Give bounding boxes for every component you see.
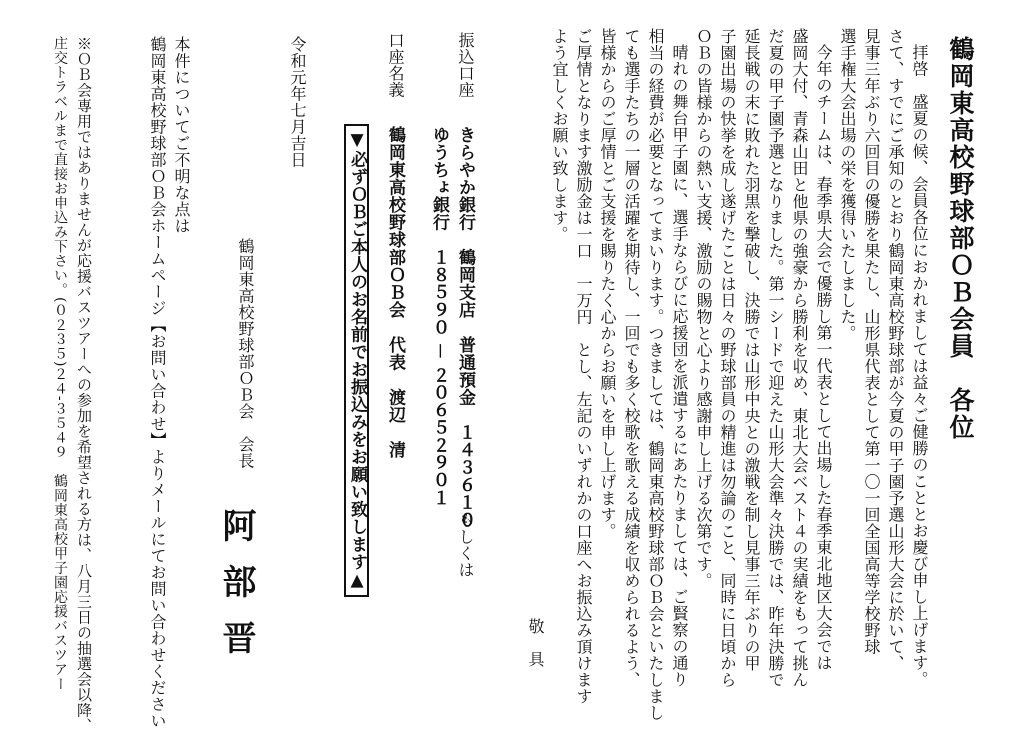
bus-tour-contact: 庄交トラベルまで直接お申込み下さい。(０２３５)２４-３５４９ 鶴岡東高校甲子園応援バスツアー — [52, 36, 68, 692]
signature: 阿部晋 — [216, 508, 256, 676]
letter-date: 令和元年七月吉日 — [288, 36, 307, 168]
body-line: ても選手たちの一層の活躍を期待し、一回でも多く校歌を歌える成績を収められるよう、 — [622, 28, 641, 688]
letter-title: 鶴岡東高校野球部ＯＢ会員 各位 — [946, 36, 975, 441]
body-line: 皆様からのご厚情とご支援を賜りたく心からお願いを申し上げます。 — [598, 28, 617, 540]
bank-yucho: ゆうちょ銀行 １８５９０ － ２０６５２９０１ — [429, 126, 449, 507]
bus-tour-note: ※ＯＢ会専用ではありませんが応援バスツアーへの参加を希望される方は、八月三日の抽選会以降、 — [75, 36, 93, 734]
body-line: 拝啓 盛夏の候、会員各位におかれましては益々ご健勝のこととお慶び申し上げます。 — [910, 44, 929, 688]
body-line: ご厚情となります激励金は一口 一万円 とし、左記のいずれかの口座へお振込み頂けます — [574, 28, 593, 705]
furikomi-label: 振込口座 — [456, 32, 475, 98]
body-line: 見事三年ぶり六回目の優勝を果たし、山形県代表として第一〇一回全国高等学校野球 — [862, 28, 881, 655]
body-line: 延長戦の末に敗れた羽黒を撃破し、決勝では山形中央との激戦を制し見事三年ぶりの甲 — [742, 28, 761, 672]
or-text: もしくは — [456, 512, 475, 578]
inquiry-homepage: 鶴岡東高校野球部ＯＢ会ホームページ【お問い合わせ】よりメールにてお問い合わせください — [148, 36, 167, 729]
body-line: よう宜しくお願い致します。 — [550, 28, 569, 243]
body-line: さて、すでにご承知のとおり鶴岡東高校野球部が今夏の甲子園予選山形大会に於いて、 — [886, 28, 905, 672]
body-line: 盛岡大付、青森山田と他県の強豪から勝利を収め、東北大会ベスト４の実績をもって挑ん — [790, 28, 809, 688]
body-line: ＯＢの皆様からの熱い支援、激励の賜物と心より感謝申し上げる次第です。 — [694, 28, 713, 589]
body-line: 今年のチームは、春季県大会で優勝し第一代表として出場した春季東北地区大会では — [814, 44, 833, 671]
body-line: 子園出場の快挙を成し遂げたことは日々の野球部員の精進は勿論のこと、同時に日頃から — [718, 28, 737, 688]
body-line: 晴れの舞台甲子園に、選手ならびに応援団を派遣するにあたりましては、ご賢察の通り — [670, 44, 689, 688]
inquiry-line: 本件についてご不明な点は — [172, 36, 191, 234]
body-line: 相当の経費が必要となってまいります。つきましては、鶴岡東高校野球部ＯＢ会といたしまし — [646, 28, 665, 721]
notice-box: ▼必ずＯＢご本人のお名前でお振込みをお願い致します▲ — [344, 124, 369, 597]
sender-org: 鶴岡東高校野球部ＯＢ会 会長 — [236, 238, 255, 469]
bank-kirayaka: きらやか銀行 鶴岡支店 普通預金 １４３６１０ — [455, 126, 475, 529]
closing-keigu: 敬 具 — [526, 618, 545, 668]
body-line: だ夏の甲子園予選となりました。第一シードで迎えた山形大会準々決勝では、昨年決勝で — [766, 28, 785, 688]
account-name: 鶴岡東高校野球部ＯＢ会 代表 渡辺 清 — [385, 126, 405, 459]
account-label: 口座名義 — [386, 32, 405, 98]
body-line: 選手権大会出場の栄を獲得いたしました。 — [838, 28, 857, 342]
